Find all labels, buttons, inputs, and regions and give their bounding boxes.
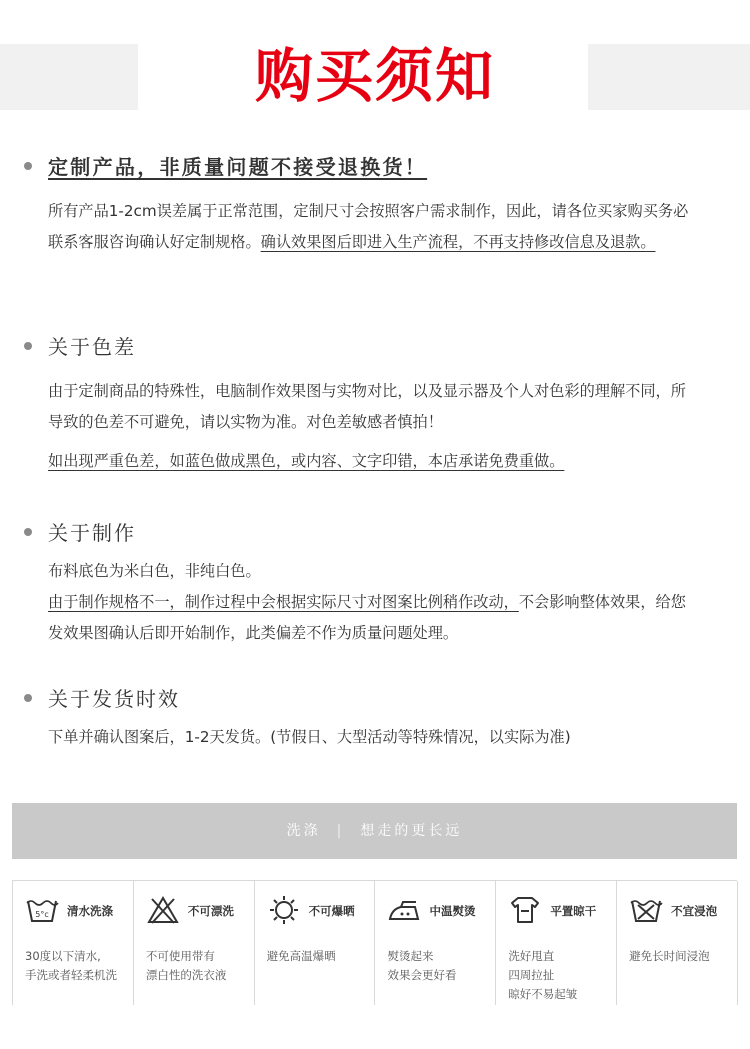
section-production (24, 516, 724, 649)
care-label: 平置晾干 (550, 904, 597, 918)
bullet-dot (24, 342, 32, 350)
care-description: 洗好甩直 四周拉扯 晾好不易起皱 (508, 949, 578, 1001)
care-item-no-bleach (133, 881, 255, 1005)
section-paragraph (48, 587, 696, 649)
section-paragraph: 下单并确认图案后，1-2天发货。(节假日、大型活动等特殊情况，以实际为准) (48, 728, 571, 746)
page-title: 购买须知 (254, 42, 495, 110)
wash-banner-right: 想走的更长远 (360, 823, 463, 839)
section-paragraph-underlined: 如出现严重色差，如蓝色做成黑色，或内容、文字印错，本店承诺免费重做。 (48, 452, 565, 470)
care-description: 30度以下清水, 手洗或者轻柔机洗 (25, 949, 117, 982)
bullet-dot (24, 694, 32, 702)
section-title: 定制产品，非质量问题不接受退换货！ (48, 155, 428, 179)
section-heading (24, 150, 724, 184)
care-label: 清水洗涤 (67, 904, 113, 918)
care-item-flat-dry (495, 881, 617, 1005)
care-item-no-soak (616, 881, 738, 1005)
section-custom-products (24, 150, 724, 258)
wash-banner (12, 803, 737, 859)
no-sun-icon (267, 895, 301, 925)
care-label: 不可爆晒 (308, 904, 355, 918)
section-heading (24, 682, 724, 716)
section-heading (24, 330, 724, 364)
paragraph-underlined: 确认效果图后即进入生产流程，不再支持修改信息及退款。 (260, 233, 656, 251)
wash-banner-title (12, 803, 737, 859)
paragraph-text: 不会影响整体效果，给您发效果图确认后即开始制作，此类偏差不作为质量问题处理。 (48, 593, 686, 642)
wash-banner-left: 洗涤 (286, 823, 321, 839)
section-paragraph: 布料底色为米白色，非纯白色。 (48, 562, 261, 580)
care-label: 不可漂洗 (187, 904, 234, 918)
wash-banner-separator: | (336, 823, 345, 839)
flat-dry-icon (508, 895, 542, 925)
care-item-wash (12, 881, 134, 1005)
wash-30-icon (25, 895, 59, 925)
no-bleach-icon (146, 895, 180, 925)
section-title: 关于发货时效 (48, 687, 180, 711)
iron-medium-icon (387, 895, 421, 925)
bullet-dot (24, 162, 32, 170)
section-paragraph (48, 196, 696, 258)
section-color-difference (24, 330, 724, 477)
care-description: 避免长时间浸泡 (629, 949, 710, 963)
bullet-dot (24, 528, 32, 536)
no-soak-icon (629, 895, 663, 925)
care-item-no-sun (254, 881, 376, 1005)
section-title: 关于色差 (48, 335, 136, 359)
paragraph-text: 所有产品1-2cm误差属于正常范围，定制尺寸会按照客户需求制作，因此，请各位买家购买务必联系客服咨询确认好定制规格。 (48, 202, 689, 251)
care-description: 避免高温爆晒 (266, 949, 336, 963)
care-label: 中温熨烫 (429, 904, 476, 918)
care-description: 熨烫起来 效果会更好看 (387, 949, 457, 982)
care-label: 不宜浸泡 (671, 904, 718, 918)
care-description: 不可使用带有 漂白性的洗衣液 (145, 949, 227, 982)
section-title: 关于制作 (48, 521, 136, 545)
section-paragraph: 由于定制商品的特殊性，电脑制作效果图与实物对比，以及显示器及个人对色彩的理解不同，所导致的色差不可避免，请以实物为准。对色差敏感者慎拍！ (48, 382, 686, 431)
paragraph-underlined: 由于制作规格不一，制作过程中会根据实际尺寸对图案比例稍作改动， (48, 593, 519, 611)
svg-text:5°c: 5°c (35, 910, 49, 919)
section-heading (24, 516, 724, 550)
care-instructions (12, 880, 737, 1005)
section-shipping-time (24, 682, 724, 753)
care-item-iron (374, 881, 496, 1005)
